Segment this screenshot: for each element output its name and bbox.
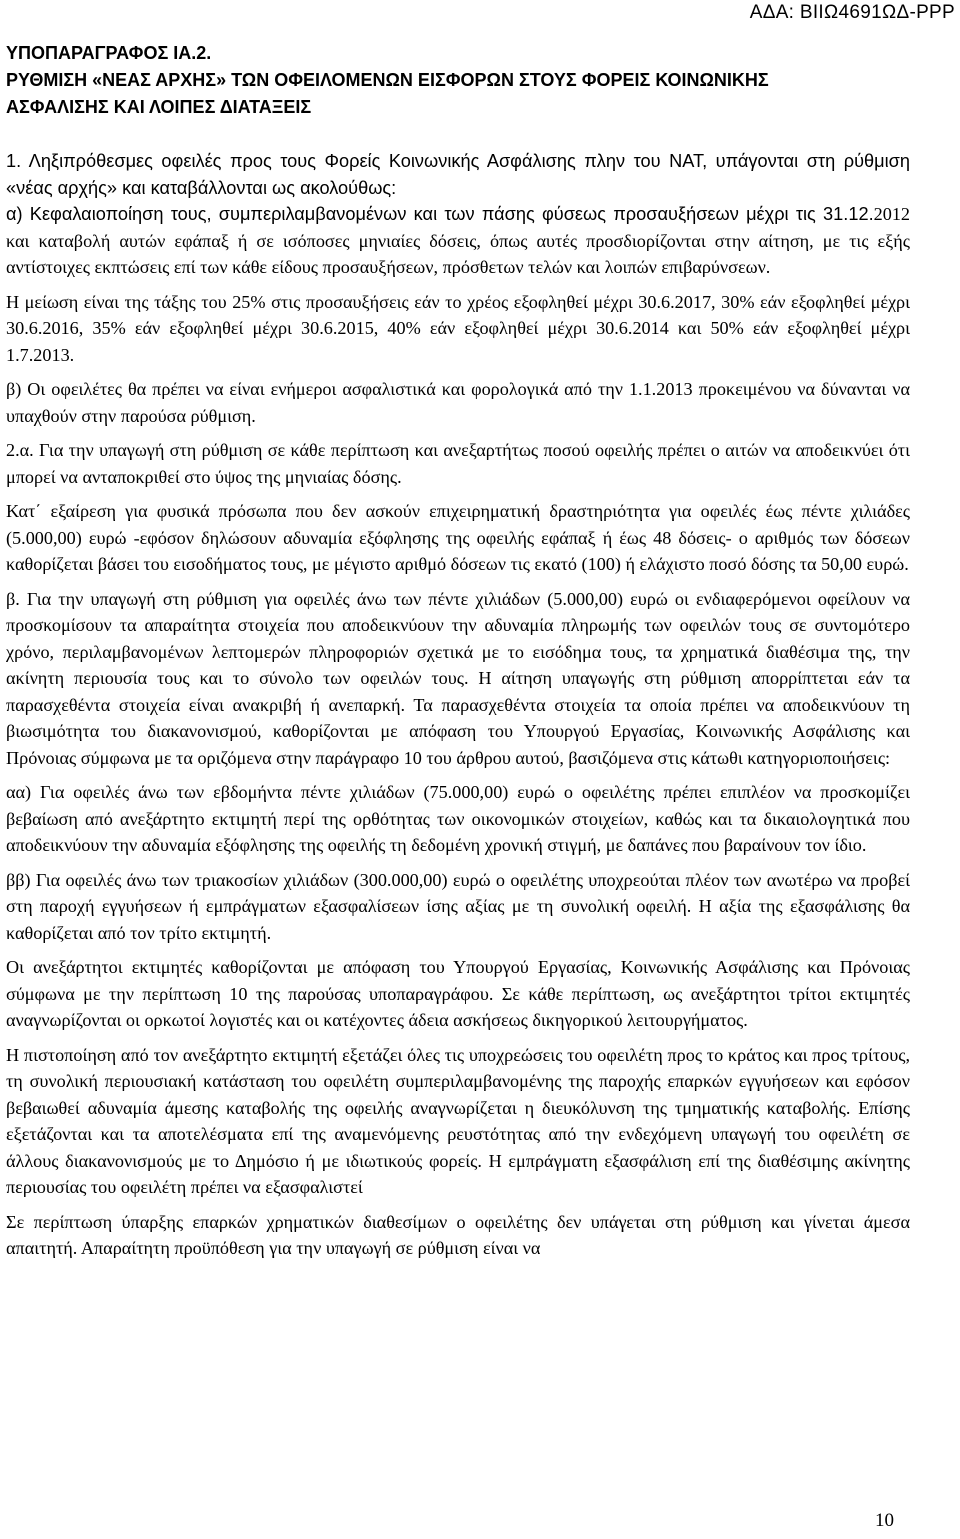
paragraph-2 xyxy=(6,201,910,281)
paragraph-12: Σε περίπτωση ύπαρξης επαρκών χρηματικών διαθεσίμων ο οφειλέτης δεν υπάγεται στη ρύθμιση και γίνεται άμεσα απαιτητή. Απαραίτητη προϋπόθεση για την υπαγωγή σε ρύθμιση είναι να xyxy=(6,1211,910,1258)
paragraph-10: Οι ανεξάρτητοι εκτιμητές καθορίζονται με απόφαση του Υπουργού Εργασίας, Κοινωνικής Ασφάλισης και Πρόνοιας σύμφωνα με την περίπτωση 10 της παρούσας υποπαραγράφου. Σε κάθε περίπτωση, ως ανεξάρτητοι τρίτοι εκτιμητές αναγνωρίζονται οι ορκωτοί λογιστές και οι κατέχοντες άδεια ασκήσεως δικηγορικού λειτουργήματος. xyxy=(6,957,910,1030)
paragraph-2-rest: 2012 και καταβολή αυτών εφάπαξ ή σε ισόποσες μηνιαίες δόσεις, όπως αυτές προσδιορίζονται στην αίτηση, με τις εξής αντίστοιχες εκπτώσεις επί των κάθε είδους προσαυξήσεων, πρόσθετων τελών και λοιπών επιβαρύνσεων. xyxy=(6,204,910,277)
paragraph-5: 2.α. Για την υπαγωγή στη ρύθμιση σε κάθε περίπτωση και ανεξαρτήτως ποσού οφειλής πρέπει ο αιτών να αποδεικνύει ότι μπορεί να ανταποκριθεί στο ύψος της μηνιαίας δόσης. xyxy=(6,440,910,487)
paragraph-2-intro: α) Κεφαλαιοποίηση τους, συμπεριλαμβανομένων και των πάσης φύσεως προσαυξήσεων μέχρι τις 31.12. xyxy=(6,204,874,224)
heading-line-2: ΡΥΘΜΙΣΗ «ΝΕΑΣ ΑΡΧΗΣ» ΤΩΝ ΟΦΕΙΛΟΜΕΝΩΝ ΕΙΣΦΟΡΩΝ ΣΤΟΥΣ ΦΟΡΕΙΣ ΚΟΙΝΩΝΙΚΗΣ xyxy=(6,70,769,90)
section-heading xyxy=(6,40,954,121)
paragraph-3: Η μείωση είναι της τάξης του 25% στις προσαυξήσεις εάν το χρέος εξοφληθεί μέχρι 30.6.2017, 30% εάν εξοφληθεί μέχρι 30.6.2016, 35% εάν εξοφληθεί μέχρι 30.6.2015, 40% εάν εξοφληθεί μέχρι 30.6.2014 και 50% εάν εξοφληθεί μέχρι 1.7.2013. xyxy=(6,291,910,365)
paragraph-11: Η πιστοποίηση από τον ανεξάρτητο εκτιμητή εξετάζει όλες τις υποχρεώσεις του οφειλέτη προς το κράτος και προς τρίτους, τη συνολική περιουσιακή κατάσταση του οφειλέτη συμπεριλαμβανομένης της παροχής επαρκών εγγυήσεων και εφόσον βεβαιωθεί αδυναμία άμεσης καταβολής της οφειλής αναγνωρίζεται η διευκόλυνση της τμηματικής καταβολής. Επίσης εξετάζονται και τα αποτελέσματα επί της αναμενόμενης ρευστότητας από την ενδεχόμενη υπαγωγή του οφειλέτη σε άλλους διακανονισμούς με το Δημόσιο ή με ιδιωτικούς φορείς. Η εμπράγματη εξασφάλιση επί της διαθέσιμης ακίνητης περιουσίας του οφειλέτη πρέπει να εξασφαλιστεί xyxy=(6,1044,910,1197)
paragraph-7: β. Για την υπαγωγή στη ρύθμιση για οφειλές άνω των πέντε χιλιάδων (5.000,00) ευρώ οι ενδιαφερόμενοι οφείλουν να προσκομίσουν τα απαραίτητα στοιχεία που αποδεικνύουν την αδυναμία πληρωμής των οφειλών τους σε συντομότερο χρόνο, περιλαμβανομένων λεπτομερών πληροφοριών σχετικά με το εισόδημα τους, τα χρηματικά διαθέσιμα της, την ακίνητη περιουσία τους και το σύνολο των οφειλών τους. Η αίτηση υπαγωγής στη ρύθμιση απορρίπτεται εάν τα παρασχεθέντα στοιχεία είναι ανακριβή ή ανεπαρκή. Τα παρασχεθέντα στοιχεία τα οποία πρέπει να αποδεικνύουν τη βιωσιμότητα του διακανονισμού, καθορίζονται με απόφαση του Υπουργού Εργασίας, Κοινωνικής Ασφάλισης και Πρόνοιας σύμφωνα με τα οριζόμενα στην παράγραφο 10 του άρθρου αυτού, βασιζόμενα στις κάτωθι κατηγοριοποιήσεις: xyxy=(6,588,910,768)
ada-code: ΑΔΑ: ΒΙΙΩ4691ΩΔ-ΡΡΡ xyxy=(749,2,955,23)
paragraph-1: 1. Ληξιπρόθεσμες οφειλές προς τους Φορείς Κοινωνικής Ασφάλισης πλην του ΝΑΤ, υπάγονται στη ρύθμιση «νέας αρχής» και καταβάλλονται ως ακολούθως: xyxy=(6,151,910,198)
paragraph-9: ββ) Για οφειλές άνω των τριακοσίων χιλιάδων (300.000,00) ευρώ ο οφειλέτης υποχρεούται πλέον των ανωτέρω να προβεί στη παροχή εγγυήσεων ή εμπράγματων εξασφαλίσεων ίσης αξίας με τη συνολική οφειλή. Η αξία της εξασφάλισης θα καθορίζεται από τον τρίτο εκτιμητή. xyxy=(6,869,910,943)
paragraph-8: αα) Για οφειλές άνω των εβδομήντα πέντε χιλιάδων (75.000,00) ευρώ ο οφειλέτης πρέπει επιπλέον να προσκομίζει βεβαίωση από ανεξάρτητο εκτιμητή περί της ορθότητας των οικονομικών στοιχείων, καθώς και τα δικαιολογητικά που αποδεικνύουν την αδυναμία εξόφλησης της οφειλής τη δεδομένη χρονική στιγμή, με δαπάνες που βαραίνουν τον ίδιο. xyxy=(6,782,910,855)
page-number: 10 xyxy=(875,1510,894,1531)
heading-line-1: ΥΠΟΠΑΡΑΓΡΑΦΟΣ ΙΑ.2. xyxy=(6,43,212,63)
document-body xyxy=(6,148,910,1270)
heading-line-3: ΑΣΦΑΛΙΣΗΣ ΚΑΙ ΛΟΙΠΕΣ ΔΙΑΤΑΞΕΙΣ xyxy=(6,97,312,117)
paragraph-6: Κατ΄ εξαίρεση για φυσικά πρόσωπα που δεν ασκούν επιχειρηματική δραστηριότητα για οφειλές έως πέντε χιλιάδες (5.000,00) ευρώ -εφόσον δηλώσουν αδυναμία εξόφλησης της οφειλής εφάπαξ ή έως 48 δόσεις- ο αριθμός των δόσεων καθορίζεται βάσει του εισοδήματος τους, με μέγιστο αριθμό δόσεων τις εκατό (100) ή ελάχιστο ποσό δόσης τα 50,00 ευρώ. xyxy=(6,501,910,574)
paragraph-4: β) Οι οφειλέτες θα πρέπει να είναι ενήμεροι ασφαλιστικά και φορολογικά από την 1.1.2013 προκειμένου να δύνανται να υπαχθούν στην παρούσα ρύθμιση. xyxy=(6,379,910,426)
